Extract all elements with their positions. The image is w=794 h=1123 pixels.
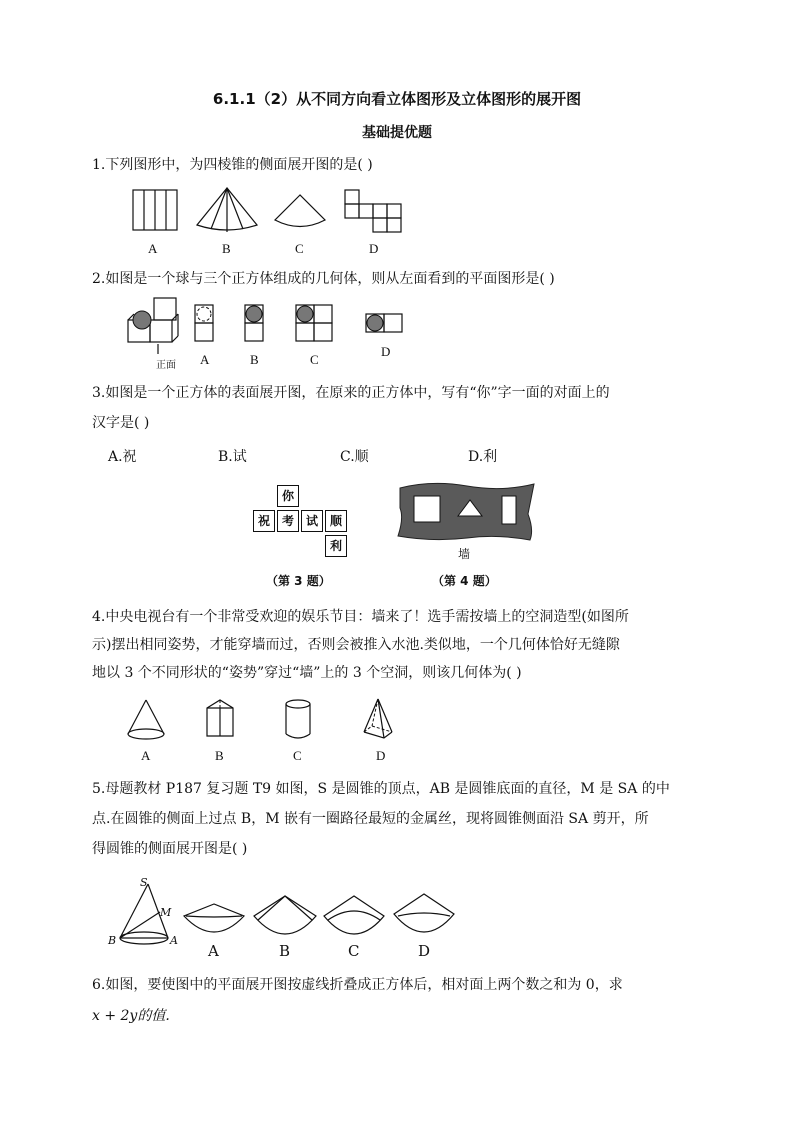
q2-option-b-figure xyxy=(245,305,263,341)
page-title: 6.1.1（2）从不同方向看立体图形及立体图形的展开图 xyxy=(212,90,582,108)
q5-point-a: A xyxy=(170,934,178,947)
q1-option-b: B xyxy=(222,241,231,256)
q1-figures xyxy=(0,185,794,235)
q5-option-a-figure xyxy=(184,904,244,932)
q4-option-d: D xyxy=(376,748,386,763)
net-cell-shi: 试 xyxy=(301,510,323,532)
question-6-line-2: x + 2y的值. xyxy=(92,1008,170,1024)
q1-option-b-figure xyxy=(197,188,257,232)
net-cell-ni: 你 xyxy=(277,485,299,507)
q5-option-c-figure xyxy=(324,896,384,934)
question-4-line-2: 示)摆出相同姿势，才能穿墙而过，否则会被推入水池.类似地，一个几何体恰好无缝隙 xyxy=(92,637,620,653)
section-heading: 基础提优题 xyxy=(362,125,432,141)
q4-option-d-pyramid xyxy=(364,699,392,738)
net-cell-shun: 顺 xyxy=(325,510,347,532)
question-1-text: 1.下列图形中，为四棱锥的侧面展开图的是( ) xyxy=(92,157,373,173)
q3-figure-caption: （第 3 题） xyxy=(266,574,331,588)
q1-option-a-figure xyxy=(133,190,177,230)
q5-option-c: C xyxy=(348,942,360,960)
q1-option-c-figure xyxy=(275,195,325,227)
q4-option-a: A xyxy=(141,748,151,763)
q5-point-s: S xyxy=(140,876,148,889)
q2-option-b: B xyxy=(250,352,259,367)
net-cell-zhu: 祝 xyxy=(253,510,275,532)
q1-option-d-figure xyxy=(345,190,401,232)
q5-option-d: D xyxy=(418,942,431,960)
question-5-line-1: 5.母题教材 P187 复习题 T9 如图，S 是圆锥的顶点，AB 是圆锥底面的直径，M 是 SA 的中 xyxy=(92,781,670,797)
question-4-line-1: 4.中央电视台有一个非常受欢迎的娱乐节目：墙来了！选手需按墙上的空洞造型(如图所 xyxy=(92,609,629,625)
q1-option-c: C xyxy=(295,241,304,256)
q4-wall-figure xyxy=(392,478,542,548)
q4-option-b: B xyxy=(215,748,224,763)
q5-option-d-figure xyxy=(394,894,454,932)
question-2-text: 2.如图是一个球与三个正方体组成的几何体，则从左面看到的平面图形是( ) xyxy=(92,271,555,287)
question-4-line-3: 地以 3 个不同形状的“姿势”穿过“墙”上的 3 个空洞，则该几何体为( ) xyxy=(92,665,522,681)
q2-option-c: C xyxy=(310,352,319,367)
q5-option-a: A xyxy=(208,942,219,960)
q4-wall-label: 墙 xyxy=(458,547,471,561)
q5-option-b: B xyxy=(279,942,291,960)
q2-option-c-figure xyxy=(296,305,332,341)
q4-option-c-cylinder xyxy=(286,700,310,738)
q1-option-d: D xyxy=(369,241,379,256)
q2-solid-figure xyxy=(128,298,178,354)
question-5-line-3: 得圆锥的侧面展开图是( ) xyxy=(92,841,248,857)
question-6-line-1: 6.如图，要使图中的平面展开图按虚线折叠成正方体后，相对面上两个数之和为 0，求 xyxy=(92,977,623,993)
net-cell-kao: 考 xyxy=(277,510,299,532)
q4-solids xyxy=(0,696,794,746)
q5-point-b: B xyxy=(108,934,117,947)
q3-choice-a: A.祝 xyxy=(108,449,137,465)
question-5-line-2: 点.在圆锥的侧面上过点 B，M 嵌有一圈路径最短的金属丝，现将圆锥侧面沿 SA 剪开，所 xyxy=(92,811,649,827)
q2-figures xyxy=(0,300,794,360)
q5-point-m: M xyxy=(160,906,172,919)
q2-option-d-figure xyxy=(366,314,402,332)
q2-option-d: D xyxy=(381,344,391,359)
q2-option-a-figure xyxy=(195,305,213,341)
question-3-line-1: 3.如图是一个正方体的表面展开图，在原来的正方体中，写有“你”字一面的对面上的 xyxy=(92,385,610,401)
q2-front-label: 正面 xyxy=(156,360,176,371)
q4-figure-caption: （第 4 题） xyxy=(432,574,497,588)
q4-option-c: C xyxy=(293,748,302,763)
q5-figures xyxy=(0,876,794,956)
net-cell-li: 利 xyxy=(325,535,347,557)
q5-option-b-figure xyxy=(254,896,316,934)
q3-choice-c: C.顺 xyxy=(340,449,369,465)
q4-option-a-cone xyxy=(128,700,164,739)
q3-choice-b: B.试 xyxy=(218,449,247,465)
q4-option-b-prism xyxy=(207,700,233,736)
question-3-line-2: 汉字是( ) xyxy=(92,415,150,431)
q1-option-a: A xyxy=(148,241,158,256)
q3-choice-d: D.利 xyxy=(468,449,498,465)
q2-option-a: A xyxy=(200,352,210,367)
